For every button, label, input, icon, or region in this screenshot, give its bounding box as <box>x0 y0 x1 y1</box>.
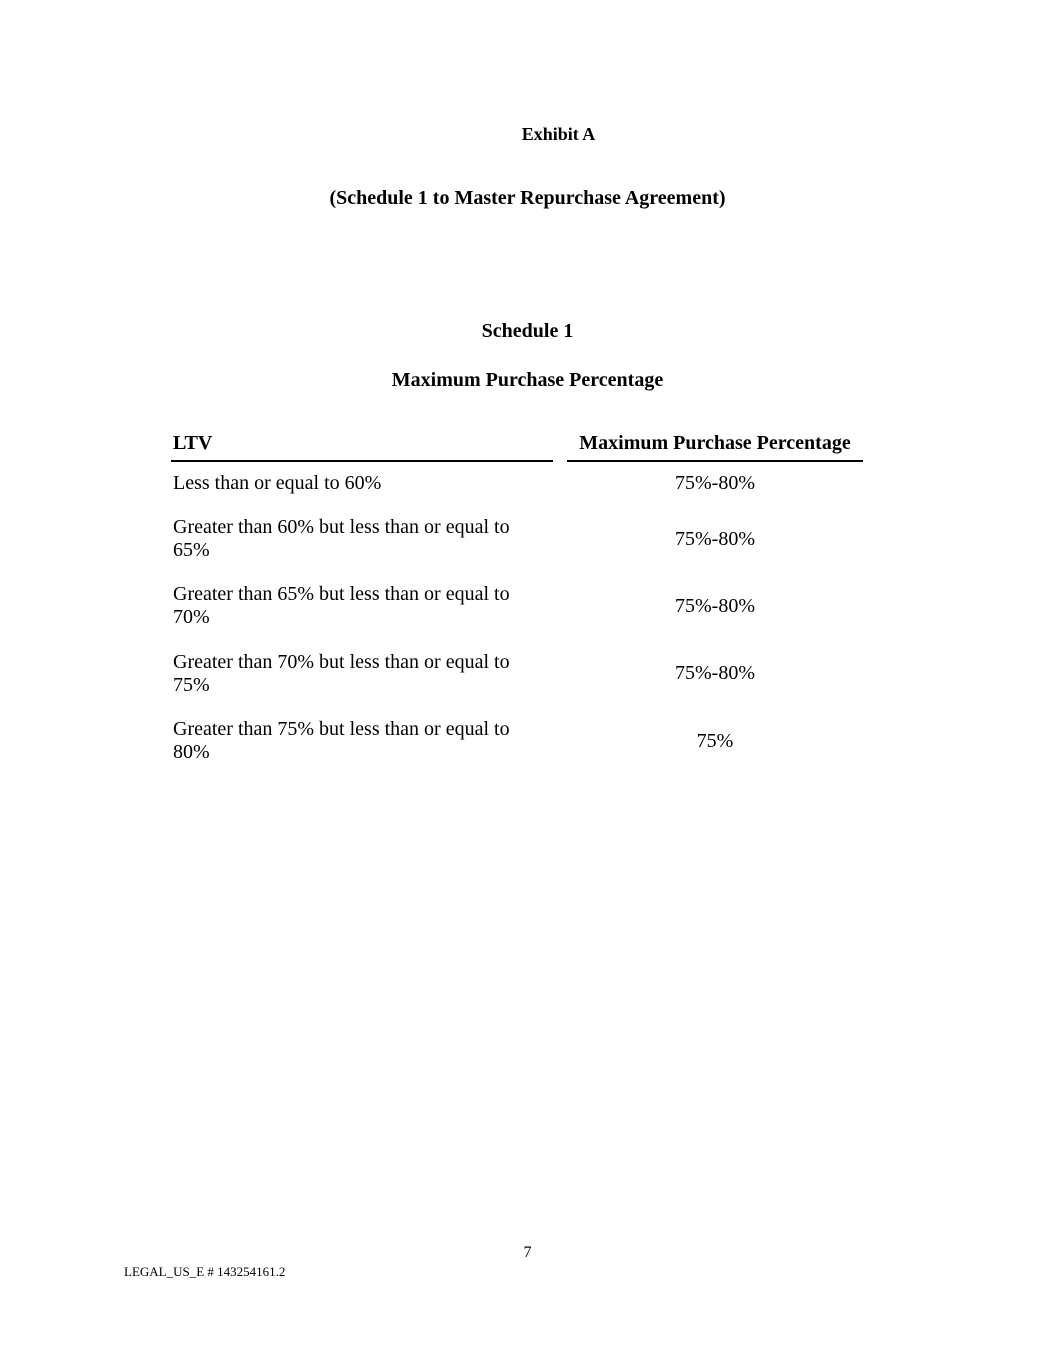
table-header <box>171 432 863 462</box>
ltv-table <box>171 432 863 763</box>
ltv-cell: Less than or equal to 60% <box>173 472 382 494</box>
ltv-cell: Greater than 60% but less than or equal to 65% <box>173 516 510 561</box>
pct-cell: 75%-80% <box>675 472 755 494</box>
column-header-max-purchase: Maximum Purchase Percentage <box>567 432 863 462</box>
column-header-ltv: LTV <box>171 432 553 462</box>
page-number: 7 <box>523 1244 532 1261</box>
pct-cell: 75%-80% <box>675 528 755 550</box>
pct-cell: 75%-80% <box>675 595 755 617</box>
exhibit-title: Exhibit A <box>521 124 596 144</box>
ltv-cell: Greater than 70% but less than or equal to 75% <box>173 651 510 696</box>
schedule-subtitle: Maximum Purchase Percentage <box>391 369 664 391</box>
pct-cell: 75% <box>696 730 734 752</box>
ltv-cell: Greater than 65% but less than or equal to 70% <box>173 583 510 628</box>
exhibit-subtitle: (Schedule 1 to Master Repurchase Agreement) <box>329 187 726 209</box>
document-id: LEGAL_US_E # 143254161.2 <box>124 1264 286 1279</box>
ltv-cell: Greater than 75% but less than or equal to 80% <box>173 718 510 763</box>
schedule-title: Schedule 1 <box>481 320 574 342</box>
pct-cell: 75%-80% <box>675 662 755 684</box>
